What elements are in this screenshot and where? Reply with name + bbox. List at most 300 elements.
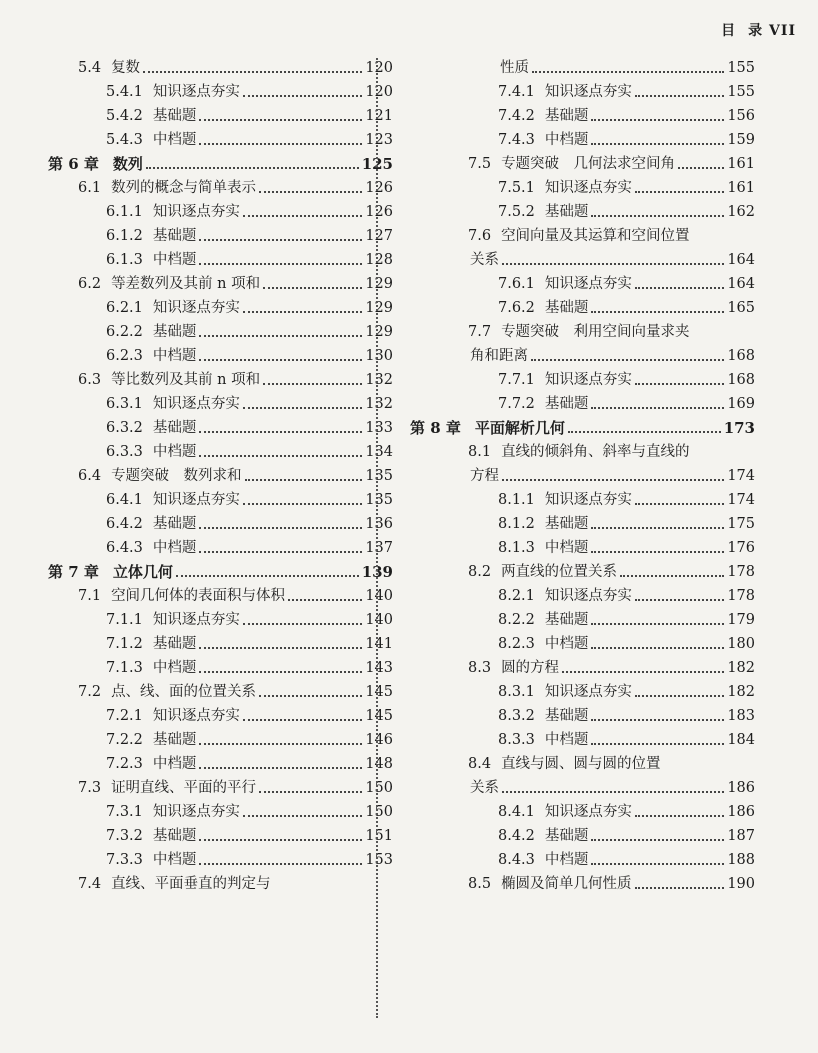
toc-entry-number: 8.4.3 xyxy=(498,852,535,868)
toc-entry-page: 186 xyxy=(727,780,755,796)
toc-entry-page: 140 xyxy=(365,612,393,628)
toc-entry[interactable] xyxy=(410,824,755,848)
toc-entry-page: 153 xyxy=(365,852,393,868)
toc-entry-title: 角和距离 xyxy=(470,348,528,364)
dot-leader xyxy=(199,527,362,529)
toc-entry[interactable] xyxy=(48,536,393,560)
toc-entry-number: 8.2 xyxy=(468,564,492,580)
toc-entry[interactable] xyxy=(410,176,755,200)
toc-entry[interactable] xyxy=(410,272,755,296)
toc-entry-page: 165 xyxy=(727,300,755,316)
toc-entry-page: 180 xyxy=(727,636,755,652)
toc-entry-title: 基础题 xyxy=(544,612,589,628)
toc-entry-page: 126 xyxy=(365,180,393,196)
toc-entry-page: 161 xyxy=(727,180,755,196)
toc-entry-title: 数列 xyxy=(112,155,143,173)
toc-entry-page: 120 xyxy=(365,84,393,100)
running-head-label2: 录 xyxy=(748,23,764,39)
toc-entry-number: 7.4.1 xyxy=(498,84,535,100)
toc-entry-page: 190 xyxy=(727,876,755,892)
dot-leader xyxy=(635,695,724,697)
dot-leader xyxy=(199,647,362,649)
dot-leader xyxy=(591,839,724,841)
toc-entry-title: 圆的方程 xyxy=(501,660,560,676)
toc-entry[interactable] xyxy=(48,704,393,728)
dot-leader xyxy=(243,407,362,409)
toc-entry-page: 178 xyxy=(727,588,755,604)
toc-entry[interactable] xyxy=(48,296,393,320)
dot-leader xyxy=(502,263,724,265)
toc-entry[interactable] xyxy=(410,104,755,128)
toc-entry[interactable] xyxy=(48,272,393,296)
toc-entry-title: 空间向量及其运算和空间位置 xyxy=(501,228,690,244)
dot-leader xyxy=(591,551,724,553)
toc-entry-number: 6.4.2 xyxy=(106,516,143,532)
toc-entry-page: 146 xyxy=(365,732,393,748)
toc-entry-title: 中档题 xyxy=(152,444,197,460)
toc-entry-number: 8.4.1 xyxy=(498,804,535,820)
toc-entry-title: 中档题 xyxy=(152,660,197,676)
toc-entry[interactable] xyxy=(410,872,755,896)
toc-entry[interactable] xyxy=(48,80,393,104)
toc-entry-number: 7.1 xyxy=(78,588,102,604)
toc-entry[interactable] xyxy=(410,80,755,104)
toc-entry-title: 中档题 xyxy=(152,348,197,364)
toc-entry-page: 187 xyxy=(727,828,755,844)
toc-entry-title: 中档题 xyxy=(152,540,197,556)
toc-entry[interactable] xyxy=(48,224,393,248)
toc-entry-number: 7.3.2 xyxy=(106,828,143,844)
toc-entry[interactable] xyxy=(410,608,755,632)
toc-entry-page: 174 xyxy=(727,492,755,508)
toc-entry-title: 性质 xyxy=(500,60,529,76)
toc-entry-page: 182 xyxy=(727,684,755,700)
toc-entry-number: 7.2.2 xyxy=(106,732,143,748)
toc-entry-title: 知识逐点夯实 xyxy=(544,684,632,700)
toc-entry-title: 立体几何 xyxy=(112,563,173,581)
dot-leader xyxy=(635,887,725,889)
dot-leader xyxy=(199,335,362,337)
toc-entry-number: 6.1.3 xyxy=(106,252,143,268)
toc-entry-page: 178 xyxy=(727,564,755,580)
toc-entry-number: 6.1.1 xyxy=(106,204,143,220)
toc-entry-number: 7.5.2 xyxy=(498,204,535,220)
toc-entry-title: 知识逐点夯实 xyxy=(152,492,240,508)
toc-entry-title: 知识逐点夯实 xyxy=(152,708,240,724)
toc-entry-number: 8.3.1 xyxy=(498,684,535,700)
toc-entry-title: 两直线的位置关系 xyxy=(501,564,618,580)
dot-leader xyxy=(635,191,724,193)
toc-entry[interactable] xyxy=(410,152,755,176)
dot-leader xyxy=(591,719,724,721)
toc-entry[interactable] xyxy=(48,392,393,416)
toc-entry-page: 140 xyxy=(365,588,393,604)
toc-entry[interactable] xyxy=(410,776,755,800)
toc-entry-page: 136 xyxy=(365,516,393,532)
toc-right-column xyxy=(410,56,755,896)
toc-entry-title: 等差数列及其前 n 项和 xyxy=(111,276,261,292)
toc-entry[interactable] xyxy=(410,368,755,392)
toc-entry-title: 中档题 xyxy=(544,852,589,868)
toc-entry[interactable] xyxy=(410,632,755,656)
dot-leader xyxy=(199,359,362,361)
toc-entry[interactable] xyxy=(48,608,393,632)
toc-entry-title: 关系 xyxy=(470,780,499,796)
dot-leader xyxy=(591,623,724,625)
dot-leader xyxy=(635,95,724,97)
dot-leader xyxy=(143,71,362,73)
toc-entry[interactable] xyxy=(410,224,755,248)
toc-entry-title: 知识逐点夯实 xyxy=(544,180,632,196)
toc-entry[interactable] xyxy=(410,320,755,344)
toc-entry[interactable] xyxy=(410,512,755,536)
toc-entry[interactable] xyxy=(48,464,393,488)
toc-entry-title: 中档题 xyxy=(152,252,197,268)
toc-entry-number: 第 7 章 xyxy=(48,563,99,581)
toc-entry-page: 145 xyxy=(365,708,393,724)
toc-entry-page: 130 xyxy=(365,348,393,364)
dot-leader xyxy=(199,839,362,841)
toc-entry-number: 8.4 xyxy=(468,756,492,772)
toc-entry-title: 中档题 xyxy=(152,132,197,148)
toc-entry-page: 143 xyxy=(365,660,393,676)
toc-entry-number: 第 8 章 xyxy=(410,419,461,437)
toc-entry-page: 135 xyxy=(365,492,393,508)
toc-entry-page: 162 xyxy=(727,204,755,220)
toc-entry-number: 5.4.3 xyxy=(106,132,143,148)
toc-entry-title: 直线的倾斜角、斜率与直线的 xyxy=(501,444,690,460)
toc-entry-title: 知识逐点夯实 xyxy=(152,84,240,100)
toc-entry-page: 182 xyxy=(727,660,755,676)
toc-entry-title: 平面解析几何 xyxy=(474,419,565,437)
toc-entry-page: 159 xyxy=(727,132,755,148)
dot-leader xyxy=(568,431,721,433)
toc-entry[interactable] xyxy=(48,320,393,344)
toc-entry-title: 基础题 xyxy=(152,516,197,532)
toc-entry-page: 123 xyxy=(365,132,393,148)
toc-entry[interactable] xyxy=(48,656,393,680)
toc-entry-number: 7.3.3 xyxy=(106,852,143,868)
toc-entry-page: 175 xyxy=(727,516,755,532)
toc-entry-number: 8.1.2 xyxy=(498,516,535,532)
toc-entry[interactable] xyxy=(48,368,393,392)
dot-leader xyxy=(199,671,362,673)
toc-entry-title: 知识逐点夯实 xyxy=(152,612,240,628)
toc-entry[interactable] xyxy=(410,344,755,368)
toc-entry[interactable] xyxy=(48,512,393,536)
toc-entry-number: 7.2 xyxy=(78,684,102,700)
toc-entry-title: 基础题 xyxy=(152,108,197,124)
dot-leader xyxy=(259,191,362,193)
toc-entry-page: 168 xyxy=(727,372,755,388)
toc-entry-number: 7.5 xyxy=(468,156,492,172)
toc-entry[interactable] xyxy=(410,536,755,560)
toc-entry[interactable] xyxy=(410,200,755,224)
toc-entry-number: 8.1.3 xyxy=(498,540,535,556)
toc-entry-title: 基础题 xyxy=(544,708,589,724)
toc-entry-number: 6.3.3 xyxy=(106,444,143,460)
toc-entry-title: 知识逐点夯实 xyxy=(152,204,240,220)
toc-entry-number: 7.4.3 xyxy=(498,132,535,148)
toc-entry[interactable] xyxy=(410,728,755,752)
toc-entry-page: 120 xyxy=(365,60,393,76)
toc-entry[interactable] xyxy=(410,560,755,584)
dot-leader xyxy=(591,647,724,649)
toc-entry-page: 121 xyxy=(365,108,393,124)
toc-entry-page: 148 xyxy=(365,756,393,772)
toc-entry-title: 基础题 xyxy=(152,228,197,244)
toc-entry-number: 6.2.2 xyxy=(106,324,143,340)
dot-leader xyxy=(199,431,362,433)
dot-leader xyxy=(199,119,362,121)
toc-entry-number: 8.3.2 xyxy=(498,708,535,724)
toc-entry-page: 139 xyxy=(361,563,393,581)
toc-entry-number: 7.6.2 xyxy=(498,300,535,316)
toc-entry-number: 6.3 xyxy=(78,372,102,388)
toc-entry[interactable] xyxy=(48,848,393,872)
dot-leader xyxy=(591,143,724,145)
dot-leader xyxy=(199,767,362,769)
toc-entry-number: 5.4.1 xyxy=(106,84,143,100)
toc-entry-title: 基础题 xyxy=(544,108,589,124)
dot-leader xyxy=(199,743,362,745)
dot-leader xyxy=(199,239,362,241)
column-divider xyxy=(376,58,378,1018)
toc-entry-page: 150 xyxy=(365,804,393,820)
toc-entry-title: 直线与圆、圆与圆的位置 xyxy=(501,756,661,772)
toc-entry[interactable] xyxy=(410,248,755,272)
toc-entry-page: 129 xyxy=(365,276,393,292)
toc-entry-title: 知识逐点夯实 xyxy=(152,396,240,412)
toc-entry-title: 等比数列及其前 n 项和 xyxy=(111,372,261,388)
toc-entry-title: 空间几何体的表面积与体积 xyxy=(111,588,286,604)
toc-entry-title: 椭圆及简单几何性质 xyxy=(501,876,632,892)
toc-entry[interactable] xyxy=(410,656,755,680)
toc-entry-number: 7.7.2 xyxy=(498,396,535,412)
toc-entry-number: 7.1.3 xyxy=(106,660,143,676)
toc-entry-page: 184 xyxy=(727,732,755,748)
toc-entry-page: 169 xyxy=(727,396,755,412)
dot-leader xyxy=(199,143,362,145)
toc-entry-page: 174 xyxy=(727,468,755,484)
dot-leader xyxy=(243,95,362,97)
toc-entry-page: 155 xyxy=(727,60,755,76)
toc-entry[interactable] xyxy=(410,704,755,728)
dot-leader xyxy=(243,623,362,625)
toc-entry-title: 基础题 xyxy=(152,324,197,340)
toc-entry-number: 8.3 xyxy=(468,660,492,676)
toc-entry-page: 137 xyxy=(365,540,393,556)
toc-entry-number: 6.1 xyxy=(78,180,102,196)
toc-entry[interactable] xyxy=(48,488,393,512)
dot-leader xyxy=(635,599,724,601)
toc-entry[interactable] xyxy=(48,680,393,704)
toc-entry-title: 专题突破 几何法求空间角 xyxy=(501,156,676,172)
toc-chapter-entry[interactable] xyxy=(48,560,393,584)
toc-entry-title: 基础题 xyxy=(544,516,589,532)
toc-entry-number: 7.6 xyxy=(468,228,492,244)
running-head-page-roman: VII xyxy=(769,23,796,39)
toc-entry-title: 直线、平面垂直的判定与 xyxy=(111,876,271,892)
toc-entry[interactable] xyxy=(410,440,755,464)
toc-entry-page: 164 xyxy=(727,252,755,268)
dot-leader xyxy=(591,119,724,121)
toc-entry-page: 132 xyxy=(365,372,393,388)
toc-entry-page: 173 xyxy=(723,419,755,437)
toc-entry-title: 中档题 xyxy=(152,852,197,868)
toc-entry[interactable] xyxy=(48,104,393,128)
toc-entry[interactable] xyxy=(410,392,755,416)
toc-entry-title: 点、线、面的位置关系 xyxy=(111,684,257,700)
toc-entry-page: 156 xyxy=(727,108,755,124)
toc-entry-number: 5.4 xyxy=(78,60,102,76)
toc-entry-page: 145 xyxy=(365,684,393,700)
toc-entry-page: 126 xyxy=(365,204,393,220)
toc-entry-number: 5.4.2 xyxy=(106,108,143,124)
dot-leader xyxy=(562,671,724,673)
dot-leader xyxy=(243,311,362,313)
toc-entry-number: 6.3.2 xyxy=(106,420,143,436)
toc-entry-title: 专题突破 数列求和 xyxy=(111,468,242,484)
toc-entry[interactable] xyxy=(410,848,755,872)
toc-entry-number: 7.1.2 xyxy=(106,636,143,652)
toc-entry-number: 8.1.1 xyxy=(498,492,535,508)
toc-entry-title: 基础题 xyxy=(544,396,589,412)
toc-entry-page: 133 xyxy=(365,420,393,436)
dot-leader xyxy=(259,791,362,793)
toc-entry-title: 中档题 xyxy=(544,132,589,148)
toc-entry[interactable] xyxy=(48,176,393,200)
dot-leader xyxy=(245,479,363,481)
toc-entry[interactable] xyxy=(48,128,393,152)
toc-entry-page: 129 xyxy=(365,324,393,340)
toc-entry-title: 基础题 xyxy=(152,732,197,748)
dot-leader xyxy=(531,359,724,361)
toc-chapter-entry[interactable] xyxy=(410,416,755,440)
toc-entry[interactable] xyxy=(410,680,755,704)
dot-leader xyxy=(263,383,362,385)
toc-entry-number: 8.4.2 xyxy=(498,828,535,844)
toc-entry-page: 129 xyxy=(365,300,393,316)
toc-entry-number: 8.2.1 xyxy=(498,588,535,604)
toc-entry-number: 6.2 xyxy=(78,276,102,292)
dot-leader xyxy=(243,719,362,721)
toc-entry-number: 7.3 xyxy=(78,780,102,796)
toc-entry-number: 7.7 xyxy=(468,324,492,340)
toc-entry-title: 知识逐点夯实 xyxy=(544,372,632,388)
toc-entry-title: 中档题 xyxy=(544,540,589,556)
toc-entry-title: 基础题 xyxy=(544,204,589,220)
dot-leader xyxy=(263,287,362,289)
toc-entry-title: 基础题 xyxy=(544,300,589,316)
toc-entry-number: 7.5.1 xyxy=(498,180,535,196)
toc-entry[interactable] xyxy=(48,800,393,824)
toc-entry[interactable] xyxy=(410,800,755,824)
dot-leader xyxy=(243,503,362,505)
toc-entry-number: 6.4.1 xyxy=(106,492,143,508)
toc-entry-number: 7.6.1 xyxy=(498,276,535,292)
toc-entry[interactable] xyxy=(48,584,393,608)
toc-entry-page: 134 xyxy=(365,444,393,460)
toc-entry[interactable] xyxy=(48,344,393,368)
toc-entry-title: 知识逐点夯实 xyxy=(152,804,240,820)
toc-entry-title: 基础题 xyxy=(152,420,197,436)
dot-leader xyxy=(635,383,724,385)
dot-leader xyxy=(591,743,724,745)
dot-leader xyxy=(259,695,362,697)
toc-chapter-entry[interactable] xyxy=(48,152,393,176)
toc-entry-page: 127 xyxy=(365,228,393,244)
toc-entry-page: 186 xyxy=(727,804,755,820)
dot-leader xyxy=(243,815,362,817)
toc-entry-number: 7.4 xyxy=(78,876,102,892)
dot-leader xyxy=(635,503,724,505)
dot-leader xyxy=(591,863,724,865)
toc-entry[interactable] xyxy=(48,872,393,896)
toc-entry[interactable] xyxy=(410,488,755,512)
toc-entry-page: 176 xyxy=(727,540,755,556)
toc-entry-number: 7.3.1 xyxy=(106,804,143,820)
toc-entry-title: 方程 xyxy=(470,468,499,484)
toc-entry-title: 知识逐点夯实 xyxy=(544,804,632,820)
toc-left-column xyxy=(48,56,393,896)
toc-entry[interactable] xyxy=(48,776,393,800)
toc-entry[interactable] xyxy=(48,248,393,272)
toc-entry-number: 7.1.1 xyxy=(106,612,143,628)
toc-entry-page: 155 xyxy=(727,84,755,100)
toc-entry[interactable] xyxy=(48,56,393,80)
toc-entry[interactable] xyxy=(410,56,755,80)
toc-entry-number: 6.1.2 xyxy=(106,228,143,244)
toc-entry[interactable] xyxy=(410,464,755,488)
toc-entry-number: 8.1 xyxy=(468,444,492,460)
toc-entry[interactable] xyxy=(48,752,393,776)
toc-entry[interactable] xyxy=(48,200,393,224)
dot-leader xyxy=(591,527,724,529)
toc-entry[interactable] xyxy=(48,824,393,848)
dot-leader xyxy=(199,455,362,457)
toc-entry-page: 183 xyxy=(727,708,755,724)
toc-entry-title: 知识逐点夯实 xyxy=(544,84,632,100)
toc-entry[interactable] xyxy=(48,632,393,656)
toc-entry-title: 中档题 xyxy=(152,756,197,772)
toc-entry[interactable] xyxy=(410,584,755,608)
dot-leader xyxy=(288,599,362,601)
toc-entry-number: 7.4.2 xyxy=(498,108,535,124)
dot-leader xyxy=(678,167,724,169)
toc-entry[interactable] xyxy=(410,128,755,152)
toc-entry[interactable] xyxy=(410,752,755,776)
dot-leader xyxy=(146,167,359,169)
toc-entry[interactable] xyxy=(410,296,755,320)
toc-entry-page: 179 xyxy=(727,612,755,628)
toc-entry-number: 6.2.1 xyxy=(106,300,143,316)
toc-entry-number: 7.7.1 xyxy=(498,372,535,388)
toc-entry-title: 关系 xyxy=(470,252,499,268)
toc-entry-page: 141 xyxy=(365,636,393,652)
toc-entry-title: 中档题 xyxy=(544,636,589,652)
toc-entry[interactable] xyxy=(48,728,393,752)
toc-entry-page: 164 xyxy=(727,276,755,292)
toc-entry-number: 6.2.3 xyxy=(106,348,143,364)
toc-entry-page: 135 xyxy=(365,468,393,484)
toc-entry[interactable] xyxy=(48,416,393,440)
dot-leader xyxy=(591,215,724,217)
dot-leader xyxy=(532,71,724,73)
running-head-label: 目 xyxy=(721,23,737,39)
toc-entry-number: 8.5 xyxy=(468,876,492,892)
toc-entry[interactable] xyxy=(48,440,393,464)
